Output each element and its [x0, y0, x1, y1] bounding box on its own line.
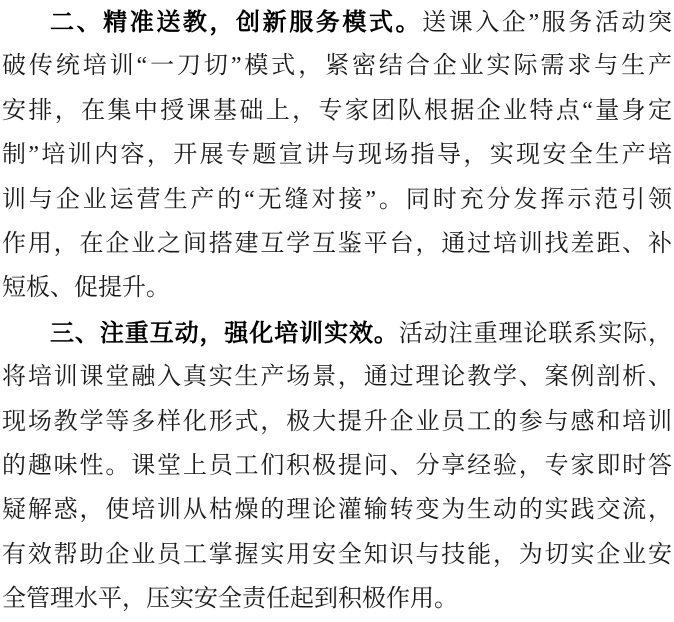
body-text: 全管理水平，压实安全责任起到积极作用。: [2, 586, 458, 613]
text-line: [2, 400, 672, 444]
text-line: [2, 0, 672, 44]
text-line: [2, 444, 672, 488]
text-line: [2, 488, 672, 532]
body-text: 的趣味性。课堂上员工们积极提问、分享经验，专家即时答: [2, 452, 672, 479]
section-heading: 二、精准送教，创新服务模式。: [50, 8, 423, 36]
body-text: 将培训课堂融入真实生产场景，通过理论教学、案例剖析、: [2, 364, 672, 391]
body-text: 破传统培训“一刀切”模式，紧密结合企业实际需求与生产: [2, 53, 672, 80]
body-text: 现场教学等多样化形式，极大提升企业员工的参与感和培训: [2, 408, 672, 435]
body-text: 作用，在企业之间搭建互学互鉴平台，通过培训找差距、补: [2, 230, 672, 257]
text-line: [2, 311, 672, 355]
body-text: 安排，在集中授课基础上，专家团队根据企业特点“量身定: [2, 97, 672, 124]
section-heading: 三、注重互动，强化培训实效。: [50, 318, 399, 347]
text-line: [2, 44, 672, 88]
body-text: 活动注重理论联系实际，: [398, 320, 672, 347]
body-text: 训与企业运营生产的“无缝对接”。同时充分发挥示范引领: [2, 186, 672, 213]
text-line: [2, 178, 672, 222]
text-line: [2, 577, 672, 621]
text-line: [2, 133, 672, 177]
body-text: 疑解惑，使培训从枯燥的理论灌输转变为生动的实践交流，: [2, 497, 672, 524]
text-line: [2, 355, 672, 399]
body-text: 送课入企”服务活动突: [422, 10, 672, 36]
body-text: 短板、促提升。: [2, 275, 170, 302]
text-line: [2, 266, 672, 310]
body-text: 制”培训内容，开展专题宣讲与现场指导，实现安全生产培: [2, 142, 672, 169]
body-text: 有效帮助企业员工掌握实用安全知识与技能，为切实企业安: [2, 541, 672, 568]
text-line: [2, 89, 672, 133]
document-text-body: [2, 0, 672, 621]
text-line: [2, 222, 672, 266]
text-line: [2, 533, 672, 577]
